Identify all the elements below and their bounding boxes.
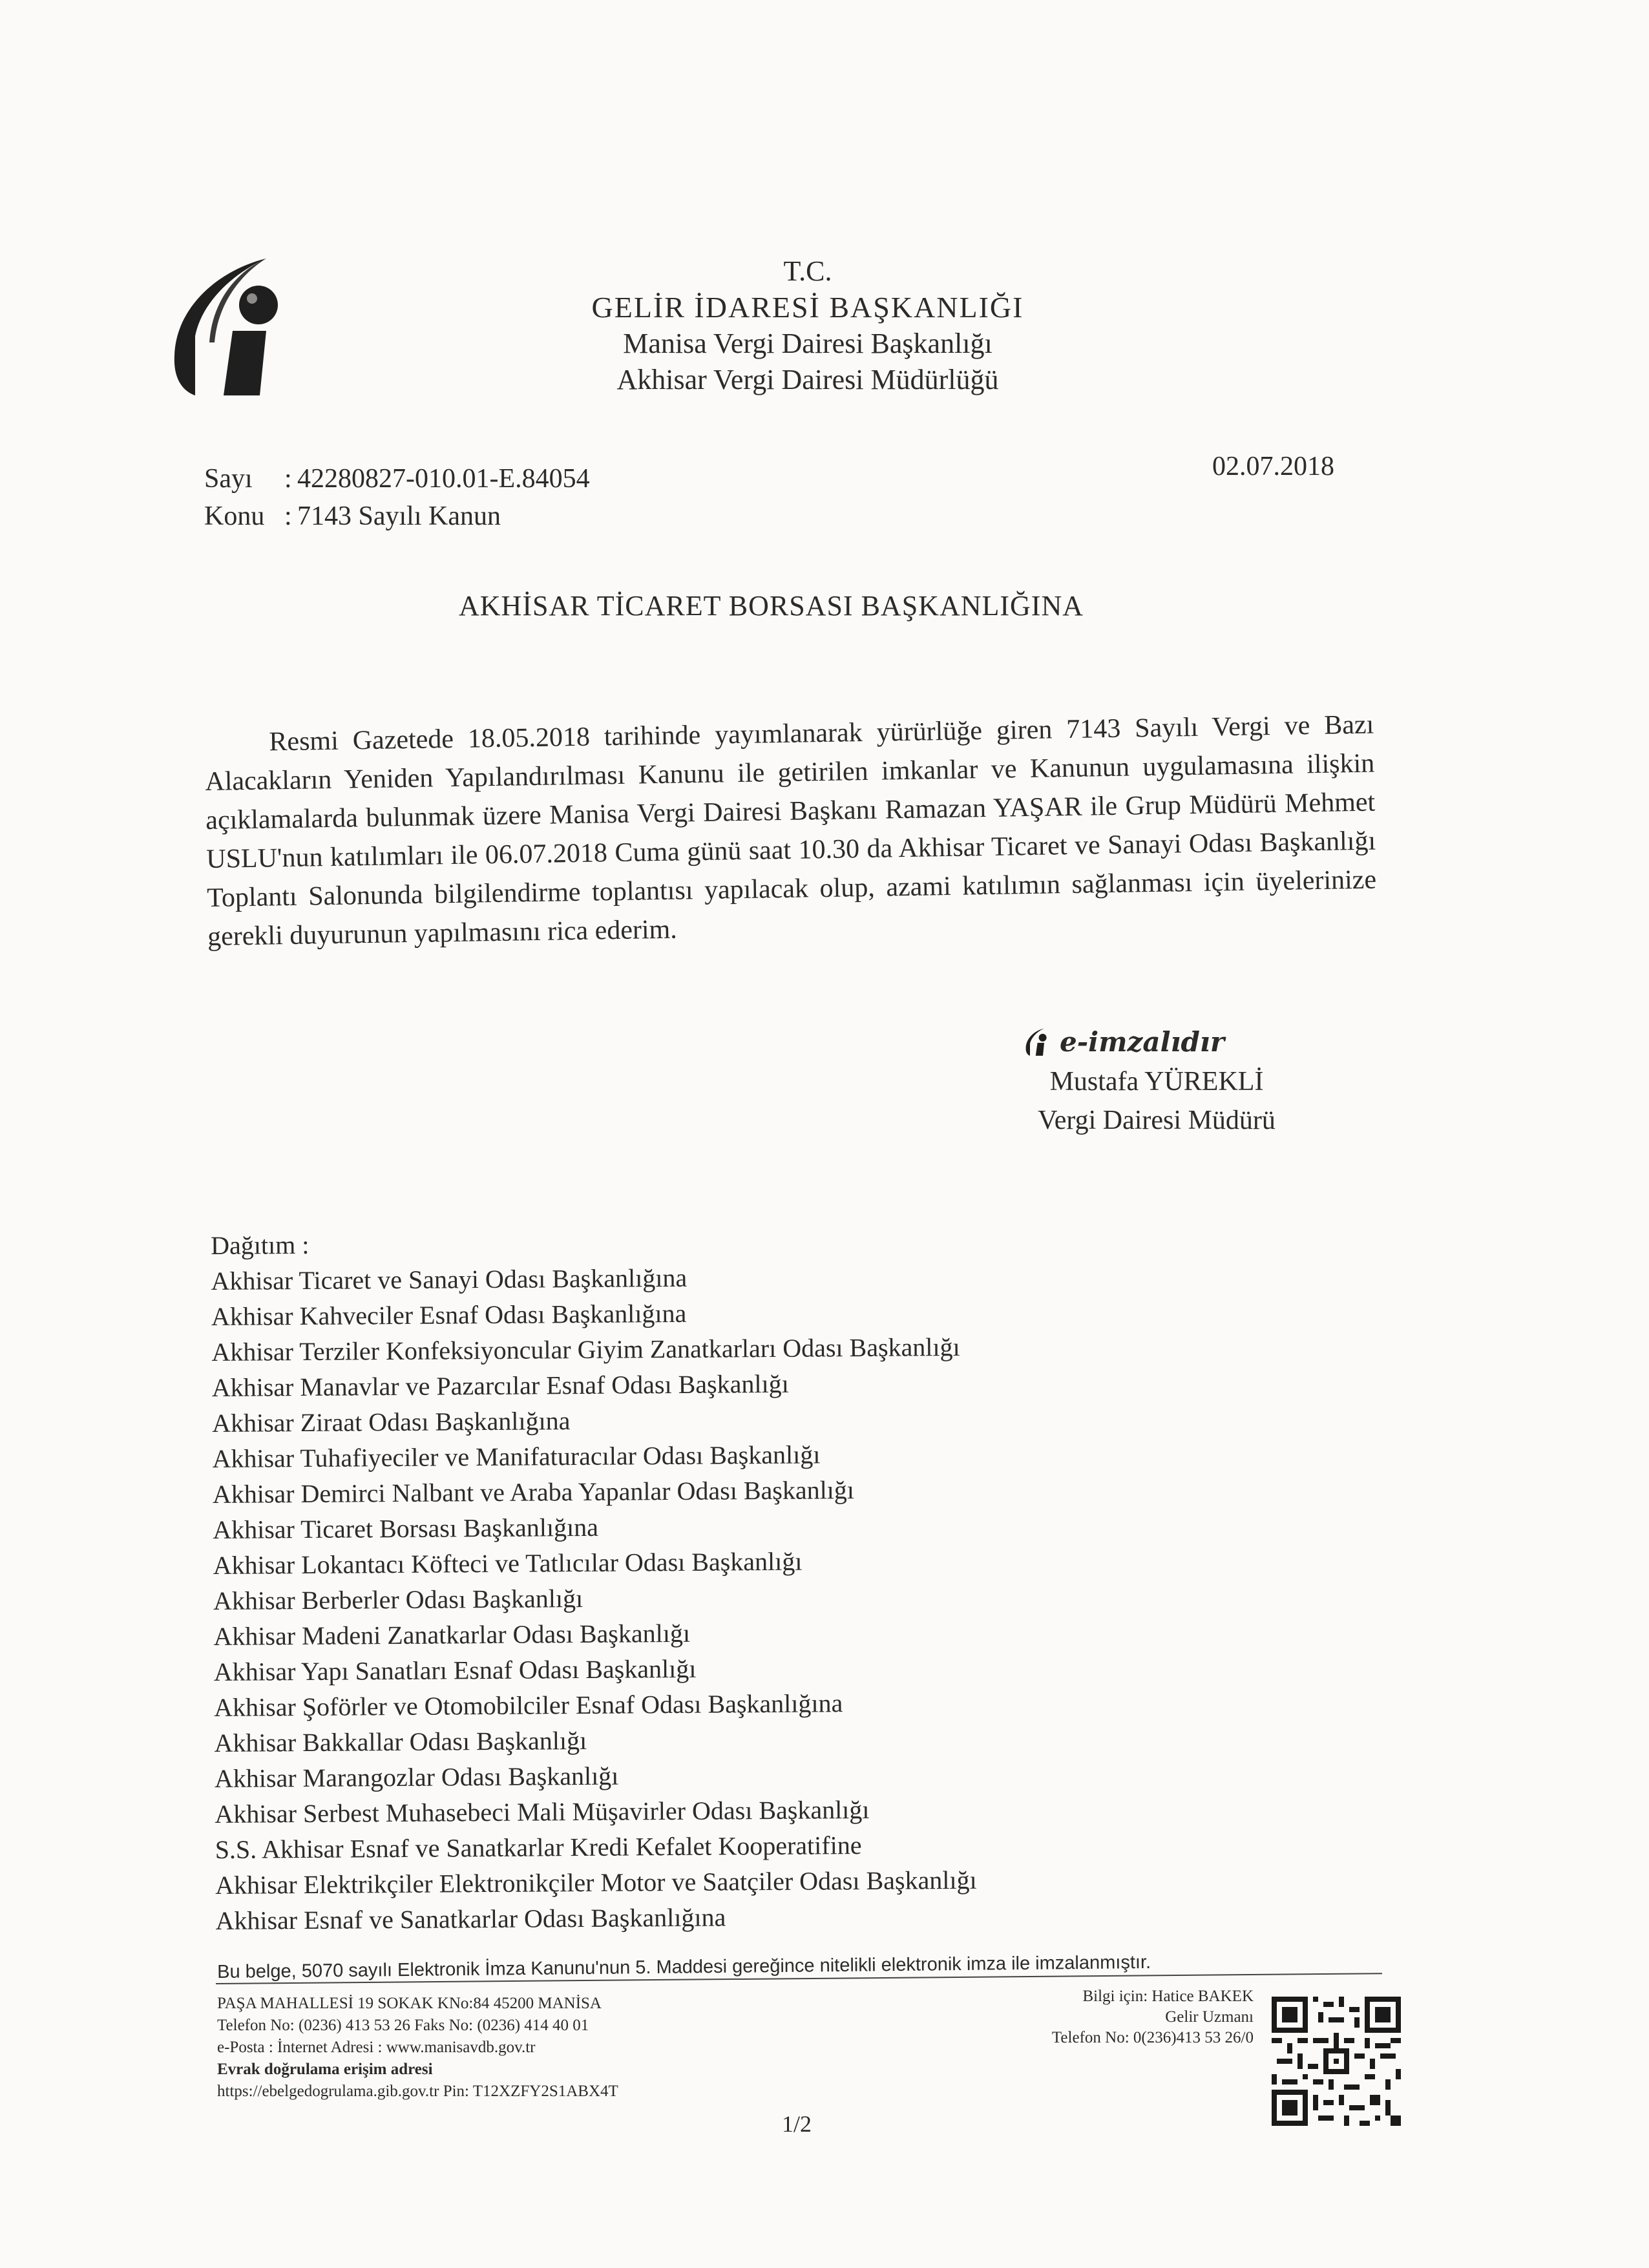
distribution-list	[211, 1223, 977, 1938]
distribution-item: Akhisar Tuhafiyeciler ve Manifaturacılar Odası Başkanlığı	[212, 1440, 821, 1473]
distribution-item: Akhisar Elektrikçiler Elektronikçiler Motor ve Saatçiler Odası Başkanlığı	[215, 1865, 977, 1900]
distribution-item: Akhisar Kahveciler Esnaf Odası Başkanlığına	[211, 1298, 687, 1331]
info-title: Gelir Uzmanı	[1165, 2008, 1254, 2026]
signer-title: Vergi Dairesi Müdürü	[1038, 1106, 1276, 1135]
distribution-item: Akhisar Esnaf ve Sanatkarlar Odası Başkanlığına	[215, 1902, 726, 1935]
distribution-item: Akhisar Yapı Sanatları Esnaf Odası Başkanlığı	[213, 1654, 697, 1686]
qr-code-icon	[1272, 1997, 1401, 2126]
page-number: 1/2	[782, 2111, 812, 2137]
footer-address: PAŞA MAHALLESİ 19 SOKAK KNo:84 45200 MANİSA	[217, 1995, 602, 2012]
distribution-item: Akhisar Serbest Muhasebeci Mali Müşavirler Odası Başkanlığı	[215, 1794, 870, 1829]
konu-label: Konu	[204, 501, 265, 531]
konu-separator: :	[284, 501, 292, 531]
distribution-item: Akhisar Demirci Nalbant ve Araba Yapanlar Odası Başkanlığı	[212, 1475, 855, 1509]
info-contact: Bilgi için: Hatice BAKEK	[1082, 1988, 1254, 2005]
distribution-item: Akhisar Ziraat Odası Başkanlığına	[211, 1406, 571, 1438]
gib-logo-icon	[169, 258, 299, 397]
distribution-item: Akhisar Şoförler ve Otomobilciler Esnaf Odası Başkanlığına	[214, 1688, 843, 1722]
distribution-item: Akhisar Ticaret Borsası Başkanlığına	[213, 1512, 599, 1544]
distribution-item: Akhisar Bakkallar Odası Başkanlığı	[214, 1725, 587, 1758]
distribution-item: Akhisar Berberler Odası Başkanlığı	[213, 1583, 583, 1615]
footer-contact	[217, 1993, 618, 2103]
distribution-item: Akhisar Madeni Zanatkarlar Odası Başkanlığı	[213, 1618, 691, 1651]
gib-small-logo-icon	[1025, 1028, 1051, 1056]
verification-label: Evrak doğrulama erişim adresi	[217, 2061, 433, 2078]
footer-email: e-Posta : İnternet Adresi : www.manisavdb.gov.tr	[217, 2039, 536, 2056]
sayi-value: 42280827-010.01-E.84054	[297, 464, 590, 494]
agency-title: GELİR İDARESİ BAŞKANLIĞI	[591, 291, 1024, 324]
esign-label: e-imzalıdır	[1060, 1026, 1224, 1058]
distribution-item: Akhisar Lokantacı Köfteci ve Tatlıcılar Odası Başkanlığı	[213, 1546, 803, 1580]
reference-block	[204, 460, 590, 535]
distribution-item: Akhisar Manavlar ve Pazarcılar Esnaf Odası Başkanlığı	[211, 1369, 789, 1402]
info-phone: Telefon No: 0(236)413 53 26/0	[1051, 2029, 1254, 2046]
distribution-label: Dağıtım :	[211, 1230, 310, 1260]
footer-phone: Telefon No: (0236) 413 53 26 Faks No: (0236) 414 40 01	[217, 2017, 589, 2034]
footer-info	[969, 1986, 1254, 2048]
letterhead	[491, 253, 1124, 398]
verification-url: https://ebelgedogrulama.gib.gov.tr Pin: T12XZFY2S1ABX4T	[217, 2083, 618, 2100]
recipient-heading: AKHİSAR TİCARET BORSASI BAŞKANLIĞINA	[459, 590, 1084, 622]
regional-office: Manisa Vergi Dairesi Başkanlığı	[623, 328, 993, 359]
distribution-item: Akhisar Marangozlar Odası Başkanlığı	[214, 1761, 619, 1793]
letter-body: Resmi Gazetede 18.05.2018 tarihinde yayımlanarak yürürlüğe giren 7143 Sayılı Vergi ve Bazı Alacakların Yeniden Yapılandırılması Kanunu ile getirilen imkanlar ve Kanunun uygulamasına ilişkin açıklamalarda bulunmak üzere Manisa Vergi Dairesi Başkanı Ramazan YAŞAR ile Grup Müdürü Mehmet USLU'nun katılımları ile 06.07.2018 Cuma günü saat 10.30 da Akhisar Ticaret ve Sanayi Odası Başkanlığı Toplantı Salonunda bilgilendirme toplantısı yapılacak olup, azami katılımın sağlanması için üyelerinize gerekli duyurunun yapılmasını rica ederim.	[205, 709, 1377, 952]
signer-block	[1008, 1062, 1305, 1140]
distribution-item: S.S. Akhisar Esnaf ve Sanatkarlar Kredi Kefalet Kooperatifine	[215, 1830, 862, 1864]
country-label: T.C.	[783, 255, 832, 287]
document-date: 02.07.2018	[1212, 452, 1334, 481]
konu-value: 7143 Sayılı Kanun	[297, 501, 501, 531]
e-signature	[1025, 1026, 1224, 1058]
e-signature-legal-note: Bu belge, 5070 sayılı Elektronik İmza Kanunu'nun 5. Maddesi gereğince nitelikli elektronik imza ile imzalanmıştır.	[217, 1951, 1151, 1982]
sayi-separator: :	[284, 464, 292, 494]
local-office: Akhisar Vergi Dairesi Müdürlüğü	[616, 364, 999, 395]
distribution-item: Akhisar Terziler Konfeksiyoncular Giyim Zanatkarları Odası Başkanlığı	[211, 1332, 960, 1367]
sayi-label: Sayı	[204, 464, 253, 494]
sayi-row	[204, 460, 590, 498]
distribution-item: Akhisar Ticaret ve Sanayi Odası Başkanlığına	[211, 1263, 688, 1296]
konu-row	[204, 498, 590, 535]
signer-name: Mustafa YÜREKLİ	[1049, 1067, 1264, 1097]
